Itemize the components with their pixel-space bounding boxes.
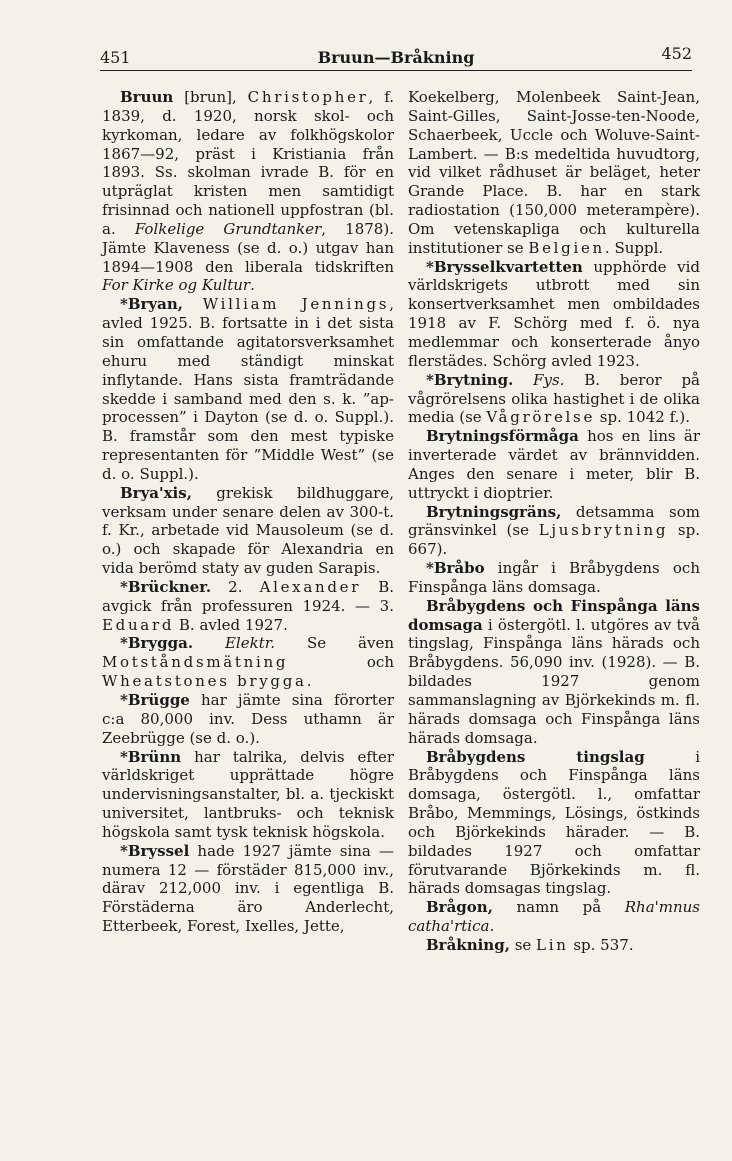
entry-bryssel-continued: Koekelberg, Molenbeek Saint-Jean, Saint-Gilles, Saint-Josse-ten-Noode, Schaerbeek, Uccle och Woluve-Saint-Lambert. — B:s medeltida huvudtorg, vid vilket rådhuset är beläget, heter Grande Place. B. har en stark radiostation (150,000 meterampère). Om vetenskapliga och kulturella institutioner se Belgien. Suppl.: [408, 88, 700, 257]
entry-brytning: *Brytning. Fys. B. beror på vågrörelsens olika hastighet i de olika media (se Vågrörelse sp. 1042 f.).: [408, 370, 700, 427]
entry-bryssel: *Bryssel hade 1927 jämte sina — numera 12 — förstäder 815,000 inv., därav 212,000 inv. i egentliga B. Förstäderna äro Anderlecht, Etterbeek, Forest, Ixelles, Jette,: [102, 841, 394, 936]
entry-brygga: *Brygga. Elektr. Se även Motståndsmätning och Wheatstones brygga.: [102, 634, 394, 691]
entry-brakning: Bråkning, se Lin sp. 537.: [426, 935, 634, 954]
entry-headword: Brågon,: [426, 898, 493, 917]
entry-headword: *Brückner.: [120, 577, 212, 596]
entry-brysselkvartetten: *Brysselkvartetten upphörde vid världskrigets utbrott med sin konsertverksamhet men ombildades 1918 av F. Schörg med f. ö. nya medlemmar och konserterade ånyo flerstädes. Schörg avled 1923.: [408, 257, 700, 370]
entry-headword: Bråkning,: [426, 935, 510, 954]
page-number-left: 451: [100, 48, 131, 67]
running-title: Bruun—Bråkning: [317, 48, 475, 67]
entry-brabygdens-domsaga: Bråbygdens och Finspånga läns domsaga i östergötl. l. utgöres av två tingslag, Finspånga läns härads och Bråbygdens. 56,090 inv. (1928). — B. bildades 1927 genom sammanslagning av Björkekinds m. fl. härads domsaga och Finspånga läns härads domsaga.: [408, 596, 700, 747]
entry-headword: Bråbygdens och Finspånga läns domsaga: [408, 596, 700, 634]
entry-bryan: *Bryan, William Jennings, avled 1925. B. fortsatte in i det sista sin omfattande agitatorsverksamhet ehuru med ständigt minskat inflytande. Hans sista framträdande skedde i samband med den s. k. ”ap-processen” i Dayton (se d. o. Suppl.). B. framstår som den mest typiske representanten för ”Middle West” (se d. o. Suppl.).: [102, 295, 394, 483]
entry-bryaxis: Brya'xis, grekisk bildhuggare, verksam under senare delen av 300-t. f. Kr., arbetade vid Mausoleum (se d. o.) och skapade för Alexandria en vida berömd staty av guden Sarapis.: [102, 483, 394, 578]
entry-headword: *Bråbo: [426, 559, 485, 578]
entry-headword: *Brytning.: [426, 370, 514, 389]
header-rule: [100, 70, 692, 71]
entry-headword: *Brysselkvartetten: [426, 257, 583, 276]
entry-bruun: Bruun [brun], Christopher, f. 1839, d. 1920, norsk skol- och kyrkoman, ledare av folkhögskolor 1867—92, präst i Kristiania från 1893. Ss. skolman ivrade B. för en utpräglat kristen men samtidigt frisinnad och nationell uppfostran (bl. a. Folkelige Grundtanker, 1878). Jämte Klaveness (se d. o.) utgav han 1894—1908 den liberala tidskriften For Kirke og Kultur.: [102, 88, 394, 295]
entry-headword: Brytningsgräns,: [426, 502, 562, 521]
entry-brytningsformaga: Brytningsförmåga hos en lins är inverterade värdet av brännvidden. Anges den senare i meter, blir B. uttryckt i dioptrier.: [408, 427, 700, 502]
entry-bruckner: *Brückner. 2. Alexander B. avgick från professuren 1924. — 3. Eduard B. avled 1927.: [102, 577, 394, 634]
entry-headword: Bruun: [120, 88, 174, 106]
entry-brabygdens-tingslag: Bråbygdens tingslag i Bråbygdens och Finspånga läns domsaga, östergötl. l., omfattar Bråbo, Memmings, Lösings, östkinds och Björkekinds härader. — B. bildades 1927 och omfattar förutvarande Björkekinds m. fl. härads domsagas tingslag.: [408, 747, 700, 898]
entry-brunn: *Brünn har talrika, delvis efter världskriget upprättade högre undervisningsanstalter, bl. a. tjeckiskt universitet, lantbruks- och teknisk högskola samt tysk teknisk högskola.: [102, 747, 394, 841]
column-left: [102, 88, 394, 936]
entry-headword: Bråbygdens tingslag: [426, 747, 645, 766]
page-number-right: 452: [661, 44, 692, 63]
entry-headword: Brya'xis,: [120, 483, 192, 502]
entry-headword: Brytningsförmåga: [426, 427, 579, 446]
entry-brugge: *Brügge har jämte sina förorter c:a 80,000 inv. Dess uthamn är Zeebrügge (se d. o.).: [102, 691, 394, 747]
entry-headword: *Bryan,: [120, 295, 183, 314]
entry-headword: *Brünn: [120, 747, 182, 766]
entry-headword: *Brygga.: [120, 634, 194, 653]
column-right: [408, 88, 700, 955]
entry-headword: *Brügge: [120, 691, 190, 709]
entry-bragon: Brågon, namn på Rha'mnus catha'rtica.: [408, 898, 700, 936]
entry-brytningsgrans: Brytningsgräns, detsamma som gränsvinkel (se Ljusbrytning sp. 667).: [408, 502, 700, 559]
entry-brabo: *Bråbo ingår i Bråbygdens och Finspånga läns domsaga.: [408, 559, 700, 596]
entry-headword: *Bryssel: [120, 841, 190, 860]
running-header: [100, 44, 692, 70]
